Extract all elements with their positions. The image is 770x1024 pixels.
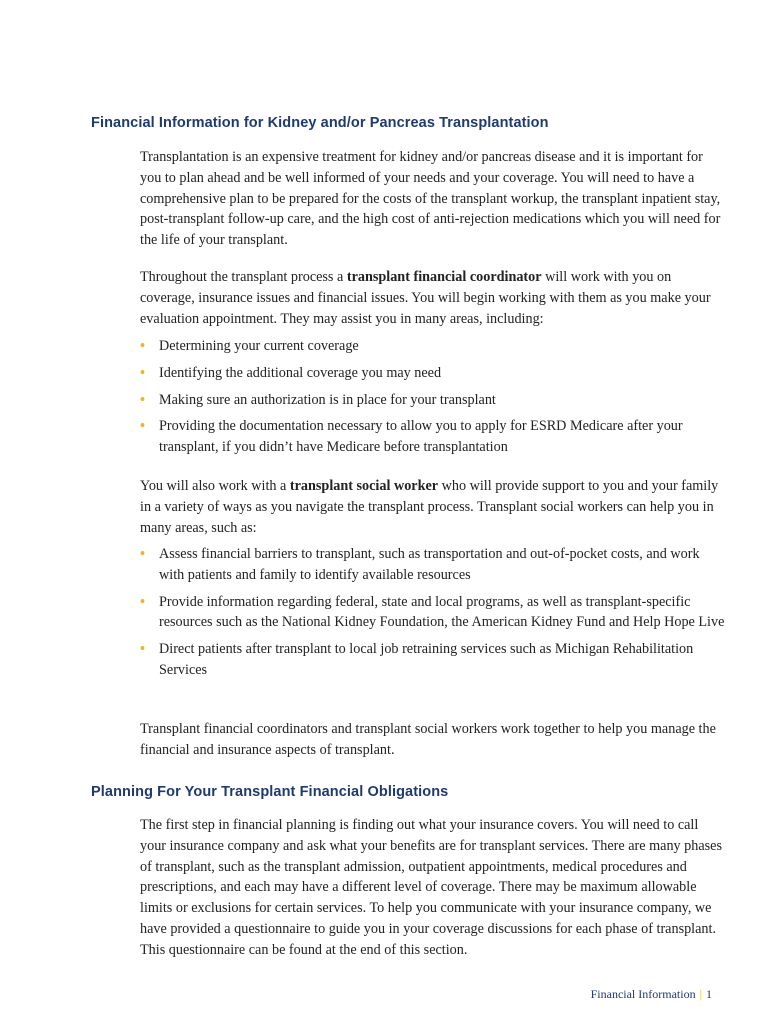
page-footer <box>591 987 712 1002</box>
social-worker-assistance-list <box>140 544 725 687</box>
planning-paragraph: The first step in financial planning is finding out what your insurance covers. You will need to call your insurance company and ask what your benefits are for transplant services. There are many phases of transplant, such as the transplant admission, outpatient appointments, medical procedures and prescriptions, and each may have a different level of coverage. There may be maximum allowable limits or exclusions for certain services. To help you communicate with your insurance company, we have provided a questionnaire to guide you in your coverage discussions for each phase of transplant. This questionnaire can be found at the end of this section. <box>140 817 722 958</box>
bullet-icon: • <box>140 391 145 408</box>
social-worker-term: transplant social worker <box>289 478 439 494</box>
section-heading-planning: Planning For Your Transplant Financial Obligations <box>91 784 449 800</box>
bullet-icon: • <box>140 546 145 562</box>
bullet-icon: • <box>140 418 145 435</box>
list-item <box>140 363 725 384</box>
list-item-text: Determining your current coverage <box>159 338 359 354</box>
list-item-text: Provide information regarding federal, state and local programs, as well as transplant-specific resources such as the National Kidney Foundation, the American Kidney Fund and Help Hope Live <box>159 593 725 631</box>
coordinator-assistance-list <box>140 336 725 464</box>
footer-separator: | <box>699 987 702 1001</box>
bullet-icon: • <box>140 641 145 658</box>
social-worker-paragraph-start: You will also work with a <box>140 478 290 494</box>
list-item-text: Identifying the additional coverage you may need <box>159 364 442 381</box>
list-item <box>140 390 725 411</box>
bullet-icon: • <box>140 364 145 381</box>
list-item <box>140 639 725 681</box>
collaboration-paragraph: Transplant financial coordinators and transplant social workers work together to help you manage the financial and insurance aspects of transplant. <box>140 721 716 758</box>
social-worker-paragraph-end: who will provide support to you and your family in a variety of ways as you navigate the transplant process. Transplant social workers can help you in many areas, such as: <box>140 478 719 536</box>
bullet-icon: • <box>140 593 145 610</box>
financial-coordinator-paragraph-start: Throughout the transplant process a <box>140 269 347 285</box>
list-item-text: Assess financial barriers to transplant, such as transportation and out-of-pocket costs, and work with patients and family to identify available resources <box>159 546 700 583</box>
financial-coordinator-term: transplant financial coordinator <box>346 269 542 285</box>
footer-label: Financial Information <box>590 987 696 1001</box>
list-item-text: Providing the documentation necessary to allow you to apply for ESRD Medicare after your transplant, if you didn’t have Medicare before transplantation <box>159 418 683 456</box>
list-item <box>140 416 725 458</box>
financial-coordinator-paragraph <box>140 267 725 329</box>
social-worker-paragraph <box>140 476 725 538</box>
list-item-text: Making sure an authorization is in place for your transplant <box>159 391 496 408</box>
page-number: 1 <box>706 987 712 1001</box>
bullet-icon: • <box>140 338 145 354</box>
list-item-text: Direct patients after transplant to local job retraining services such as Michigan Rehabilitation Services <box>159 641 694 678</box>
intro-paragraph: Transplantation is an expensive treatment for kidney and/or pancreas disease and it is important for you to plan ahead and be well informed of your needs and your coverage. You will need to have a comprehensive plan to be prepared for the costs of the transplant workup, the transplant inpatient stay, post-transplant follow-up care, and the high cost of anti-rejection medications which you will need for the life of your transplant. <box>140 149 721 249</box>
list-item <box>140 544 725 586</box>
list-item <box>140 336 725 357</box>
financial-coordinator-paragraph-end: will work with you on coverage, insurance issues and financial issues. You will begin working with them as you make your evaluation appointment. They may assist you in many areas, including: <box>140 269 711 327</box>
section-heading-financial-information: Financial Information for Kidney and/or Pancreas Transplantation <box>91 115 549 131</box>
list-item <box>140 592 725 634</box>
